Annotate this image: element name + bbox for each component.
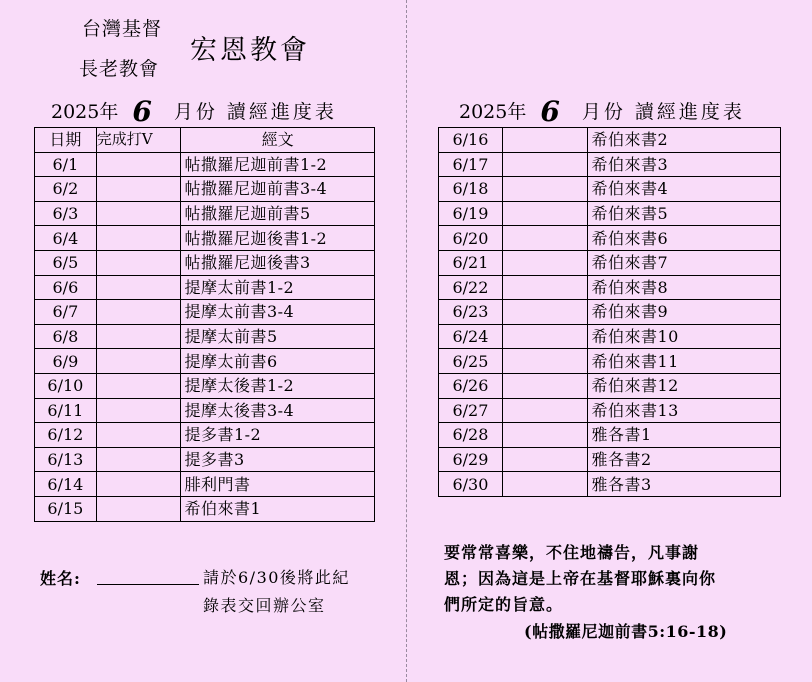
schedule-suffix: 月份 讀經進度表 xyxy=(581,101,745,123)
scripture-verse xyxy=(444,540,774,618)
date-cell: 6/23 xyxy=(439,300,503,325)
table-row xyxy=(35,300,375,325)
date-column-header: 日期 xyxy=(35,128,97,153)
table-row xyxy=(439,226,781,251)
done-checkbox-cell[interactable] xyxy=(96,226,181,251)
done-checkbox-cell[interactable] xyxy=(502,128,588,153)
date-cell: 6/3 xyxy=(35,201,97,226)
scripture-cell: 雅各書3 xyxy=(588,472,781,497)
date-cell: 6/22 xyxy=(439,275,503,300)
done-checkbox-cell[interactable] xyxy=(502,324,588,349)
scripture-cell: 提摩太後書1-2 xyxy=(181,373,375,398)
instruction-line: 錄表交回辦公室 xyxy=(203,596,326,615)
done-checkbox-cell[interactable] xyxy=(96,275,181,300)
table-row xyxy=(439,300,781,325)
date-cell: 6/29 xyxy=(439,447,503,472)
done-checkbox-cell[interactable] xyxy=(502,250,588,275)
date-cell: 6/25 xyxy=(439,349,503,374)
scripture-cell: 提多書3 xyxy=(181,447,375,472)
text-column-header: 經文 xyxy=(181,128,375,153)
scripture-cell: 希伯來書10 xyxy=(588,324,781,349)
done-checkbox-cell[interactable] xyxy=(96,250,181,275)
date-cell: 6/26 xyxy=(439,373,503,398)
table-row xyxy=(35,226,375,251)
done-column-header: 完成打V xyxy=(96,128,181,153)
schedule-suffix: 月份 讀經進度表 xyxy=(173,101,337,123)
table-row xyxy=(439,398,781,423)
date-cell: 6/16 xyxy=(439,128,503,153)
scripture-cell: 希伯來書4 xyxy=(588,177,781,202)
table-row xyxy=(439,275,781,300)
scripture-cell: 希伯來書1 xyxy=(181,496,375,521)
verse-line: 恩；因為這是上帝在基督耶穌裏向你 xyxy=(444,569,717,588)
date-cell: 6/4 xyxy=(35,226,97,251)
done-checkbox-cell[interactable] xyxy=(96,373,181,398)
done-checkbox-cell[interactable] xyxy=(502,275,588,300)
table-row xyxy=(35,275,375,300)
done-checkbox-cell[interactable] xyxy=(96,472,181,497)
scripture-cell: 提摩太前書5 xyxy=(181,324,375,349)
date-cell: 6/15 xyxy=(35,496,97,521)
table-row xyxy=(35,373,375,398)
table-row xyxy=(35,447,375,472)
scripture-cell: 希伯來書8 xyxy=(588,275,781,300)
reading-rows-left xyxy=(35,152,375,521)
scripture-cell: 希伯來書2 xyxy=(588,128,781,153)
scripture-cell: 希伯來書7 xyxy=(588,250,781,275)
instruction-line: 請於6/30後將此紀 xyxy=(203,568,350,587)
scripture-cell: 帖撒羅尼迦後書1-2 xyxy=(181,226,375,251)
scripture-cell: 提摩太後書3-4 xyxy=(181,398,375,423)
table-row xyxy=(35,177,375,202)
date-cell: 6/12 xyxy=(35,423,97,448)
scripture-cell: 雅各書1 xyxy=(588,423,781,448)
scripture-cell: 雅各書2 xyxy=(588,447,781,472)
done-checkbox-cell[interactable] xyxy=(96,300,181,325)
table-row xyxy=(35,250,375,275)
table-row xyxy=(35,472,375,497)
date-cell: 6/30 xyxy=(439,472,503,497)
table-row xyxy=(439,177,781,202)
scripture-cell: 帖撒羅尼迦前書5 xyxy=(181,201,375,226)
name-blank-line[interactable] xyxy=(97,584,199,585)
schedule-month: 6 xyxy=(540,95,560,128)
schedule-year: 2025年 xyxy=(459,101,527,123)
table-row xyxy=(35,398,375,423)
name-label: 姓名: xyxy=(40,569,81,588)
table-row xyxy=(439,349,781,374)
table-row xyxy=(35,152,375,177)
table-row xyxy=(35,423,375,448)
reading-table-right xyxy=(438,127,781,497)
table-row xyxy=(439,201,781,226)
done-checkbox-cell[interactable] xyxy=(502,177,588,202)
church-name: 宏恩教會 xyxy=(190,35,310,66)
date-cell: 6/10 xyxy=(35,373,97,398)
scripture-cell: 希伯來書9 xyxy=(588,300,781,325)
date-cell: 6/17 xyxy=(439,152,503,177)
verse-line: 要常常喜樂，不住地禱告，凡事謝 xyxy=(444,543,700,562)
done-checkbox-cell[interactable] xyxy=(96,496,181,521)
verse-reference: (帖撒羅尼迦前書5:16-18) xyxy=(524,622,728,641)
table-row xyxy=(439,472,781,497)
done-checkbox-cell[interactable] xyxy=(96,423,181,448)
table-row xyxy=(439,447,781,472)
done-checkbox-cell[interactable] xyxy=(502,300,588,325)
table-row xyxy=(35,496,375,521)
table-row xyxy=(35,349,375,374)
scripture-cell: 希伯來書5 xyxy=(588,201,781,226)
fold-divider xyxy=(406,0,407,682)
done-checkbox-cell[interactable] xyxy=(502,423,588,448)
scripture-cell: 提多書1-2 xyxy=(181,423,375,448)
date-cell: 6/7 xyxy=(35,300,97,325)
schedule-year: 2025年 xyxy=(51,101,119,123)
done-checkbox-cell[interactable] xyxy=(502,226,588,251)
table-row xyxy=(35,324,375,349)
scripture-cell: 帖撒羅尼迦前書1-2 xyxy=(181,152,375,177)
done-checkbox-cell[interactable] xyxy=(96,177,181,202)
table-row xyxy=(439,324,781,349)
date-cell: 6/8 xyxy=(35,324,97,349)
done-checkbox-cell[interactable] xyxy=(502,472,588,497)
date-cell: 6/1 xyxy=(35,152,97,177)
done-checkbox-cell[interactable] xyxy=(96,152,181,177)
reading-table-left xyxy=(34,127,375,522)
table-header-row xyxy=(35,128,375,153)
table-row xyxy=(35,201,375,226)
done-checkbox-cell[interactable] xyxy=(502,373,588,398)
done-checkbox-cell[interactable] xyxy=(502,447,588,472)
done-checkbox-cell[interactable] xyxy=(96,201,181,226)
return-instruction xyxy=(203,564,373,620)
date-cell: 6/19 xyxy=(439,201,503,226)
table-row xyxy=(439,373,781,398)
denomination-line1: 台灣基督 xyxy=(82,18,163,40)
scripture-cell: 帖撒羅尼迦後書3 xyxy=(181,250,375,275)
done-checkbox-cell[interactable] xyxy=(96,447,181,472)
scripture-cell: 提摩太前書6 xyxy=(181,349,375,374)
verse-line: 們所定的旨意。 xyxy=(444,595,564,614)
table-row xyxy=(439,152,781,177)
table-row xyxy=(439,423,781,448)
date-cell: 6/24 xyxy=(439,324,503,349)
done-checkbox-cell[interactable] xyxy=(502,201,588,226)
scripture-cell: 提摩太前書1-2 xyxy=(181,275,375,300)
schedule-title-left xyxy=(51,95,337,128)
scripture-cell: 腓利門書 xyxy=(181,472,375,497)
table-row xyxy=(439,128,781,153)
scripture-cell: 希伯來書6 xyxy=(588,226,781,251)
date-cell: 6/21 xyxy=(439,250,503,275)
scripture-cell: 希伯來書12 xyxy=(588,373,781,398)
schedule-month: 6 xyxy=(132,95,152,128)
date-cell: 6/14 xyxy=(35,472,97,497)
date-cell: 6/18 xyxy=(439,177,503,202)
schedule-title-right xyxy=(459,95,745,128)
date-cell: 6/13 xyxy=(35,447,97,472)
done-checkbox-cell[interactable] xyxy=(502,349,588,374)
done-checkbox-cell[interactable] xyxy=(502,398,588,423)
table-row xyxy=(439,250,781,275)
reading-rows-right xyxy=(439,128,781,497)
scripture-cell: 希伯來書13 xyxy=(588,398,781,423)
done-checkbox-cell[interactable] xyxy=(502,152,588,177)
date-cell: 6/11 xyxy=(35,398,97,423)
date-cell: 6/5 xyxy=(35,250,97,275)
scripture-cell: 希伯來書3 xyxy=(588,152,781,177)
date-cell: 6/9 xyxy=(35,349,97,374)
date-cell: 6/2 xyxy=(35,177,97,202)
scripture-cell: 希伯來書11 xyxy=(588,349,781,374)
done-checkbox-cell[interactable] xyxy=(96,349,181,374)
date-cell: 6/20 xyxy=(439,226,503,251)
scripture-cell: 提摩太前書3-4 xyxy=(181,300,375,325)
date-cell: 6/28 xyxy=(439,423,503,448)
scripture-cell: 帖撒羅尼迦前書3-4 xyxy=(181,177,375,202)
done-checkbox-cell[interactable] xyxy=(96,324,181,349)
date-cell: 6/6 xyxy=(35,275,97,300)
denomination-line2: 長老教會 xyxy=(79,58,160,80)
date-cell: 6/27 xyxy=(439,398,503,423)
done-checkbox-cell[interactable] xyxy=(96,398,181,423)
